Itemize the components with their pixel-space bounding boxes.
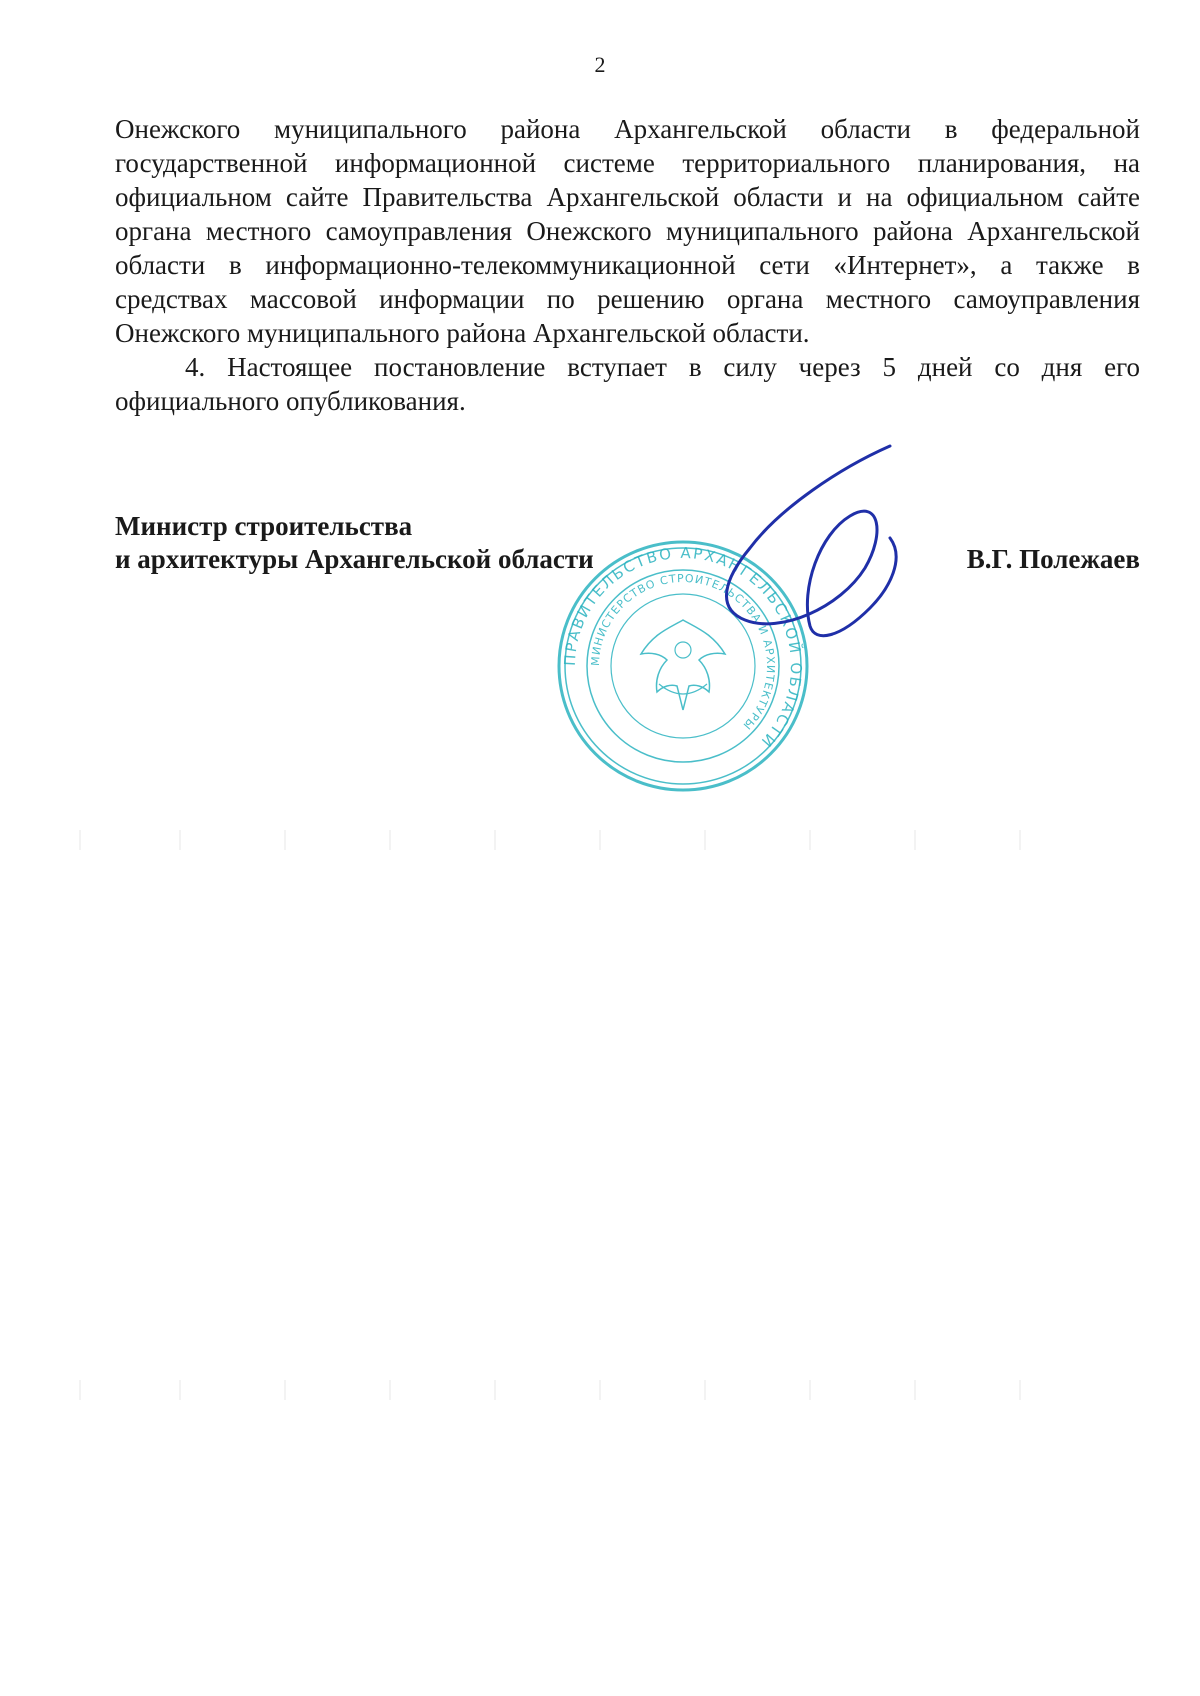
- seal-inner-text: МИНИСТЕРСТВО СТРОИТЕЛЬСТВА И АРХИТЕКТУРЫ: [588, 571, 778, 733]
- signatory-name: В.Г. Полежаев: [966, 544, 1140, 574]
- position-line-1: Министр строительства: [115, 511, 413, 541]
- handwritten-signature: [690, 438, 950, 658]
- page-number: 2: [594, 52, 606, 77]
- body-text: [115, 112, 1140, 418]
- paragraph-effective-date: 4. Настоящее постановление вступает в силу через 5 дней со дня его официального опубликования.: [115, 352, 1140, 416]
- signatory-position: [115, 510, 594, 576]
- seal-outer-text: ПРАВИТЕЛЬСТВО АРХАНГЕЛЬСКОЙ ОБЛАСТИ: [560, 543, 806, 752]
- position-line-2: и архитектуры Архангельской области: [115, 544, 594, 574]
- paragraph-publication: Онежского муниципального района Архангельской области в федеральной государственной информационной системе территориального планирования, на официальном сайте Правительства Архангельской области и на официальном сайте органа местного самоуправления Онежского муниципального района Архангельской области в информационно-телекоммуникационной сети «Интернет», а также в средствах массовой информации по решению органа местного самоуправления Онежского муниципального района Архангельской области.: [115, 114, 1140, 348]
